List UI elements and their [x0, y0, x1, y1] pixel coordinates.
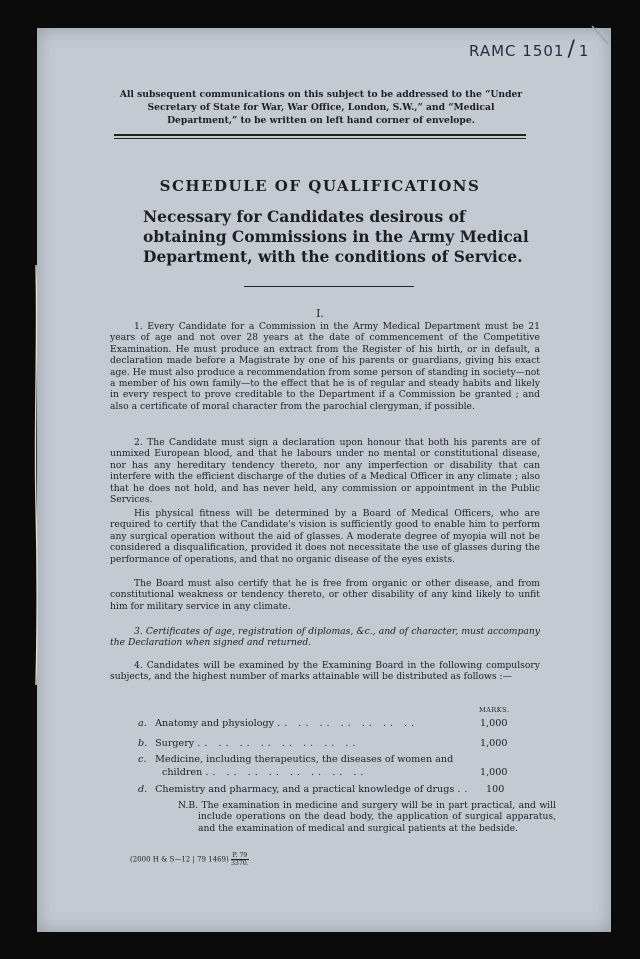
subject-row: d. Chemistry and pharmacy, and a practical knowledge of drugs .. — [138, 784, 472, 795]
archive-number: 1501 — [522, 42, 565, 60]
subject-row: c. Medicine, including therapeutics, the diseases of women and — [138, 754, 454, 765]
archive-reference: RAMC 1501 / 1 — [469, 37, 590, 62]
nota-bene: N.B. The examination in medicine and surgery will be in part practical, and will include operations on the dead body, the application of surgical apparatus, and the examination of medical and surgical patients at the bedside. — [178, 800, 556, 834]
binding-string — [34, 265, 38, 685]
paragraph-4: 4. Candidates will be examined by the Examining Board in the following compulsory subjects, and the highest number of marks attainable will be distributed as follows :— — [110, 660, 540, 683]
paragraph-3: 3. Certificates of age, registration of diplomas, &c., and of character, must accompany the Declaration when signed and returned. — [110, 626, 540, 649]
subject-row: a. Anatomy and physiology .. .. .. .. .. .. .. — [138, 718, 419, 729]
paragraph-2: 2. The Candidate must sign a declaration upon honour that both his parents are of unmixed European blood, and that he labours under no mental or constitutional disease, nor has any hereditary tendency thereto, nor any imperfection or disability that can interfere with the efficient discharge of the duties of a Medical Officer in any climate ; also that he does not hold, and has never held, any commission or appointment in the Public Services. — [110, 437, 540, 506]
subject-row: b. Surgery .. .. .. .. .. .. .. .. — [138, 738, 360, 749]
paper-clip-mark — [590, 24, 610, 46]
archive-ref: RAMC — [469, 42, 517, 60]
divider-rule-thin — [114, 138, 526, 139]
paragraph-physical-fitness: His physical fitness will be determined by a Board of Medical Officers, who are required to certify that the Candidate's vision is sufficiently good to enable him to perform any surgical operation without the aid of glasses. A moderate degree of myopia will not be considered a disqualification, provided it does not necessitate the use of glasses during the performance of operations, and that no organic disease of the eyes exists. — [110, 508, 540, 565]
subject-mark: 1,000 — [480, 738, 508, 749]
address-notice: All subsequent communications on this subject to be addressed to the “Under Secretary of State for War, War Office, London, S.W.,” and “Medical Department,” to be written on left hand corner of envelope. — [119, 89, 523, 126]
marks-column-header: MARKS. — [479, 706, 510, 714]
archive-suffix: 1 — [578, 42, 590, 60]
subject-mark: 100 — [486, 784, 505, 795]
paragraph-1: 1. Every Candidate for a Commission in the Army Medical Department must be 21 years of age and not over 28 years at the date of commencement of the Competitive Examination. He must produce an extract from the Register of his birth, or in default, a declaration made before a Magistrate by one of his parents or guardians, giving his exact age. He must also produce a recommendation from some person of standing in society—not a member of his own family—to the effect that he is of regular and steady habits and likely in every respect to prove creditable to the Department if a Commission be granted ; and also a certificate of moral character from the parochial clergyman, if possible. — [110, 321, 540, 412]
divider-rule — [114, 134, 526, 136]
printer-imprint: (2000 H & S—12 | 79 1469) $\frac{P. 79}{3370.}$ — [130, 852, 249, 867]
subject-row-continued: children .. .. .. .. .. .. .. .. — [162, 767, 368, 778]
paragraph-board-certify: The Board must also certify that he is free from organic or other disease, and from constitutional weakness or tendency thereto, or other disability of any kind likely to unfit him for military service in any climate. — [110, 578, 540, 612]
document-subtitle: Necessary for Candidates desirous of obtaining Commissions in the Army Medical Department, with the conditions of Service. — [143, 207, 529, 266]
document-title: SCHEDULE OF QUALIFICATIONS — [159, 177, 481, 195]
section-number: I. — [316, 307, 324, 320]
title-rule — [244, 286, 414, 287]
subject-mark: 1,000 — [480, 718, 508, 729]
subject-mark: 1,000 — [480, 767, 508, 778]
